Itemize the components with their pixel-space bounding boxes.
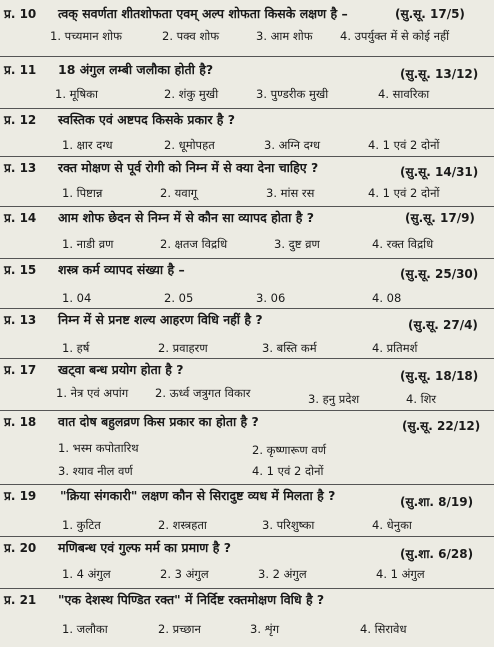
option-3: 3. बस्ति कर्म — [262, 341, 317, 355]
question-text: निम्न में से प्रनष्ट शल्य आहरण विधि नहीं है ? — [58, 312, 263, 327]
option-3: 3. 2 अंगुल — [258, 567, 307, 581]
option-2: 2. धूमोपहत — [164, 138, 215, 152]
question-14 — [0, 208, 494, 253]
option-2: 2. कृष्णारूण वर्ण — [252, 443, 327, 457]
option-3: 3. परिशुष्का — [262, 518, 315, 532]
option-3: 3. अग्नि दग्ध — [264, 138, 321, 152]
question-11 — [0, 60, 494, 103]
option-1: 1. 4 अंगुल — [62, 567, 111, 581]
option-2: 2. 05 — [164, 291, 194, 305]
option-1: 1. मूषिका — [55, 87, 98, 101]
option-2: 2. प्रच्छान — [158, 622, 201, 636]
question-reference: (सु.सू. 27/4) — [408, 318, 478, 332]
option-2: 2. प्रवाहरण — [158, 341, 208, 355]
question-text: शस्त्र कर्म व्यापद संख्या है – — [58, 262, 185, 277]
option-1: 1. नाडी व्रण — [62, 237, 114, 251]
question-reference: (सु.सू. 18/18) — [400, 369, 479, 383]
divider — [0, 108, 494, 109]
option-1: 1. कुटित — [62, 518, 101, 532]
option-1: 1. हर्ष — [62, 341, 90, 355]
option-2: 2. ऊर्ध्व जत्रुगत विकार — [155, 386, 251, 400]
question-text: 18 अंगुल लम्बी जलौका होती है? — [58, 62, 214, 77]
question-text: आम शोफ छेदन से निम्न में से कौन सा व्यापद होता है ? — [58, 210, 314, 225]
option-4: 4. प्रतिमर्श — [372, 341, 418, 355]
question-reference: (सु.सू. 14/31) — [400, 165, 479, 179]
question-number: प्र. 10 — [4, 7, 37, 21]
question-number: प्र. 18 — [4, 415, 37, 429]
question-reference: (सु.शा. 6/28) — [400, 547, 474, 561]
option-1: 1. क्षार दग्ध — [62, 138, 113, 152]
option-3: 3. मांस रस — [266, 186, 315, 200]
question-text: वात दोष बहुलव्रण किस प्रकार का होता है ? — [58, 414, 259, 429]
option-4: 4. शिर — [406, 392, 437, 406]
question-17 — [0, 360, 494, 406]
question-16 — [0, 310, 494, 357]
divider — [0, 56, 494, 57]
question-reference: (सु.सू. 25/30) — [400, 267, 479, 281]
option-2: 2. शंकु मुखी — [164, 87, 219, 101]
question-text: रक्त मोक्षण से पूर्व रोगी को निम्न में से क्या देना चाहिए ? — [58, 160, 319, 175]
option-2: 2. क्षतज विद्रधि — [160, 237, 228, 251]
question-15 — [0, 260, 494, 307]
option-4: 4. 08 — [372, 291, 402, 305]
option-4: 4. 1 एवं 2 दोनों — [252, 464, 324, 478]
question-reference: (सु.सू. 22/12) — [402, 419, 481, 433]
question-number: प्र. 20 — [4, 541, 37, 555]
option-3: 3. शृंग — [250, 622, 280, 636]
question-18 — [0, 412, 494, 480]
divider — [0, 308, 494, 309]
question-number: प्र. 12 — [4, 113, 37, 127]
divider — [0, 156, 494, 157]
question-21 — [0, 590, 494, 638]
question-text: "क्रिया संगकारी" लक्षण कौन से सिरादुष्ट व्यध में मिलता है ? — [60, 488, 336, 503]
question-19 — [0, 486, 494, 534]
question-number: प्र. 14 — [4, 211, 37, 225]
option-2: 2. यवागू — [160, 186, 198, 200]
option-1: 1. नेत्र एवं अपांग — [56, 386, 129, 400]
option-4: 4. 1 अंगुल — [376, 567, 425, 581]
question-number: प्र. 11 — [4, 63, 37, 77]
divider — [0, 258, 494, 259]
divider — [0, 358, 494, 359]
option-2: 2. शस्त्रहता — [158, 518, 207, 532]
option-4: 4. सावरिका — [378, 87, 430, 101]
option-4: 4. रक्त विद्रधि — [372, 237, 434, 251]
option-2: 2. पक्व शोफ — [162, 29, 220, 43]
option-4: 4. 1 एवं 2 दोनों — [368, 138, 440, 152]
question-number: प्र. 13 — [4, 161, 37, 175]
question-number: प्र. 21 — [4, 593, 37, 607]
option-3: 3. दुष्ट व्रण — [274, 237, 320, 251]
question-reference: (सु.शा. 8/19) — [400, 495, 474, 509]
option-3: 3. पुण्डरीक मुखी — [256, 87, 329, 101]
question-text: स्वस्तिक एवं अष्टपद किसके प्रकार है ? — [58, 112, 236, 127]
option-3: 3. आम शोफ — [256, 29, 313, 43]
question-text: मणिबन्ध एवं गुल्फ मर्म का प्रमाण है ? — [58, 540, 231, 555]
option-4: 4. उपर्युक्त में से कोई नहीं — [340, 29, 450, 43]
option-1: 1. पच्यमान शोफ — [50, 29, 122, 43]
question-20 — [0, 538, 494, 583]
option-4: 4. 1 एवं 2 दोनों — [368, 186, 440, 200]
question-reference: (सु.सू. 17/5) — [395, 7, 465, 21]
question-text: खट्वा बन्ध प्रयोग होता है ? — [58, 362, 184, 377]
question-number: प्र. 17 — [4, 363, 37, 377]
option-1: 1. भस्म कपोतारिथ — [58, 441, 139, 455]
divider — [0, 588, 494, 589]
divider — [0, 410, 494, 411]
question-number: प्र. 13 — [4, 313, 37, 327]
divider — [0, 206, 494, 207]
option-4: 4. सिरावेध — [360, 622, 407, 636]
divider — [0, 484, 494, 485]
option-1: 1. जलौका — [62, 622, 108, 636]
option-2: 2. 3 अंगुल — [160, 567, 209, 581]
question-text: "एक देशस्थ पिण्डित रक्त" में निर्दिष्ट रक्तमोक्षण विधि है ? — [58, 592, 325, 607]
divider — [0, 536, 494, 537]
option-4: 4. धेनुका — [372, 518, 412, 532]
option-3: 3. हनु प्रदेश — [308, 392, 360, 406]
question-reference: (सु.सू. 17/9) — [405, 211, 475, 225]
question-text: त्वक् सवर्णता शीतशोफता एवम् अल्प शोफता किसके लक्षण है – — [58, 6, 348, 21]
option-3: 3. श्याव नील वर्ण — [58, 464, 133, 478]
option-1: 1. पिष्टान्न — [62, 186, 103, 200]
question-number: प्र. 19 — [4, 489, 37, 503]
question-number: प्र. 15 — [4, 263, 37, 277]
question-reference: (सु.सू. 13/12) — [400, 67, 479, 81]
question-13 — [0, 158, 494, 202]
question-12 — [0, 110, 494, 154]
option-1: 1. 04 — [62, 291, 92, 305]
question-10 — [0, 4, 494, 45]
option-3: 3. 06 — [256, 291, 286, 305]
